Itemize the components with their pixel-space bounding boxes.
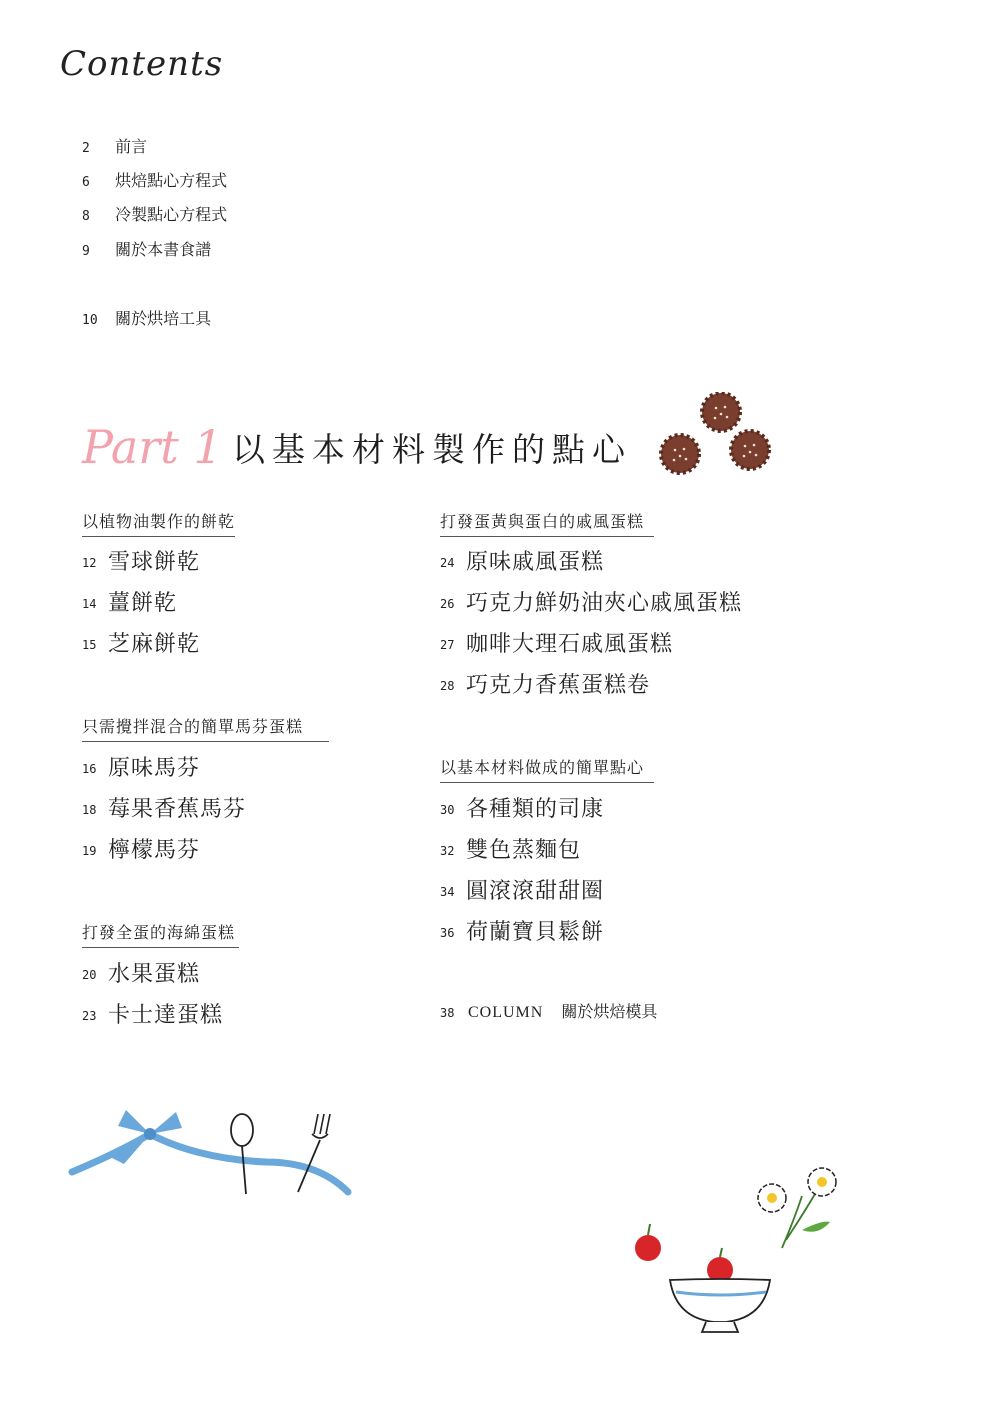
toc-label: 巧克力香蕉蛋糕卷 xyxy=(466,673,651,698)
section-heading: 只需攪拌混合的簡單馬芬蛋糕 xyxy=(82,714,329,742)
toc-intro-item[interactable] xyxy=(82,238,211,262)
cookies-icon xyxy=(656,392,776,476)
page-number: 27 xyxy=(440,638,455,652)
toc-label: 雪球餅乾 xyxy=(108,550,201,575)
page-number: 6 xyxy=(82,175,90,190)
toc-item[interactable] xyxy=(440,877,604,907)
page-number: 36 xyxy=(440,926,455,940)
toc-item[interactable] xyxy=(82,548,200,578)
toc-label: 冷製點心方程式 xyxy=(115,205,228,224)
section-heading: 打發全蛋的海綿蛋糕 xyxy=(82,920,239,948)
toc-item[interactable] xyxy=(440,918,604,948)
page-number: 20 xyxy=(82,968,97,982)
page-number: 18 xyxy=(82,803,97,817)
page-number: 26 xyxy=(440,597,455,611)
toc-item[interactable] xyxy=(82,630,200,660)
fork-icon xyxy=(298,1114,330,1192)
toc-label: 關於本書食譜 xyxy=(115,240,212,259)
ribbon-utensils-illustration xyxy=(66,1100,356,1200)
bowl-icon xyxy=(670,1279,770,1332)
page-number: 16 xyxy=(82,762,97,776)
toc-label: 烘焙點心方程式 xyxy=(115,171,228,190)
page-number: 30 xyxy=(440,803,455,817)
toc-label: 荷蘭寶貝鬆餅 xyxy=(466,920,605,945)
ribbon-icon xyxy=(72,1110,348,1192)
column-keyword: COLUMN xyxy=(468,1004,544,1021)
page-number: 23 xyxy=(82,1009,97,1023)
page-number: 9 xyxy=(82,244,90,259)
page-number: 12 xyxy=(82,556,97,570)
toc-label: 檸檬馬芬 xyxy=(108,838,201,863)
page-number: 32 xyxy=(440,844,455,858)
toc-intro-item[interactable] xyxy=(82,135,147,159)
toc-item[interactable] xyxy=(82,960,200,990)
toc-item[interactable] xyxy=(82,754,200,784)
toc-label: 原味馬芬 xyxy=(108,756,201,781)
toc-item[interactable] xyxy=(440,589,742,619)
toc-label: 各種類的司康 xyxy=(466,797,605,822)
toc-label: 圓滾滾甜甜圈 xyxy=(466,879,605,904)
flowers-icon xyxy=(758,1168,836,1248)
toc-label: 前言 xyxy=(115,137,148,156)
toc-item[interactable] xyxy=(440,548,604,578)
toc-item[interactable] xyxy=(440,671,650,701)
toc-item[interactable] xyxy=(82,836,200,866)
page-number: 10 xyxy=(82,313,98,328)
toc-label: 雙色蒸麵包 xyxy=(466,838,582,863)
section-heading: 以基本材料做成的簡單點心 xyxy=(440,755,654,783)
bowl-flowers-illustration xyxy=(626,1160,856,1340)
page-number: 19 xyxy=(82,844,97,858)
apple-icon xyxy=(635,1224,661,1261)
contents-title: Contents xyxy=(60,44,224,84)
toc-label: 莓果香蕉馬芬 xyxy=(108,797,247,822)
toc-label: 關於烘培工具 xyxy=(115,309,212,328)
page-number: 38 xyxy=(440,1006,455,1020)
page-number: 14 xyxy=(82,597,97,611)
toc-item[interactable] xyxy=(82,589,177,619)
toc-item[interactable] xyxy=(440,630,673,660)
page-number: 34 xyxy=(440,885,455,899)
page-number: 28 xyxy=(440,679,455,693)
toc-label: 咖啡大理石戚風蛋糕 xyxy=(466,632,674,657)
toc-label: 水果蛋糕 xyxy=(108,962,201,987)
toc-label: 巧克力鮮奶油夾心戚風蛋糕 xyxy=(466,591,743,616)
part-label: Part 1 xyxy=(82,420,223,474)
toc-intro-item[interactable] xyxy=(82,169,227,193)
toc-intro-item[interactable] xyxy=(82,307,211,331)
section-heading: 打發蛋黃與蛋白的戚風蛋糕 xyxy=(440,509,654,537)
spoon-icon xyxy=(231,1114,253,1194)
toc-label: 卡士達蛋糕 xyxy=(108,1003,224,1028)
page-number: 2 xyxy=(82,141,90,156)
toc-item[interactable] xyxy=(82,795,246,825)
toc-label: 薑餅乾 xyxy=(108,591,178,616)
toc-intro-item[interactable] xyxy=(82,203,227,227)
toc-item[interactable] xyxy=(440,836,581,866)
toc-label: 原味戚風蛋糕 xyxy=(466,550,605,575)
toc-label: 芝麻餅乾 xyxy=(108,632,201,657)
page-number: 8 xyxy=(82,209,90,224)
toc-label: 關於烘焙模具 xyxy=(561,1002,658,1021)
part-title: 以基本材料製作的點心 xyxy=(232,430,632,469)
toc-item[interactable] xyxy=(440,795,604,825)
toc-column-item[interactable] xyxy=(440,1000,657,1025)
page-number: 24 xyxy=(440,556,455,570)
page-number: 15 xyxy=(82,638,97,652)
toc-item[interactable] xyxy=(82,1001,223,1031)
section-heading: 以植物油製作的餅乾 xyxy=(82,509,235,537)
apple-icon xyxy=(707,1248,733,1283)
